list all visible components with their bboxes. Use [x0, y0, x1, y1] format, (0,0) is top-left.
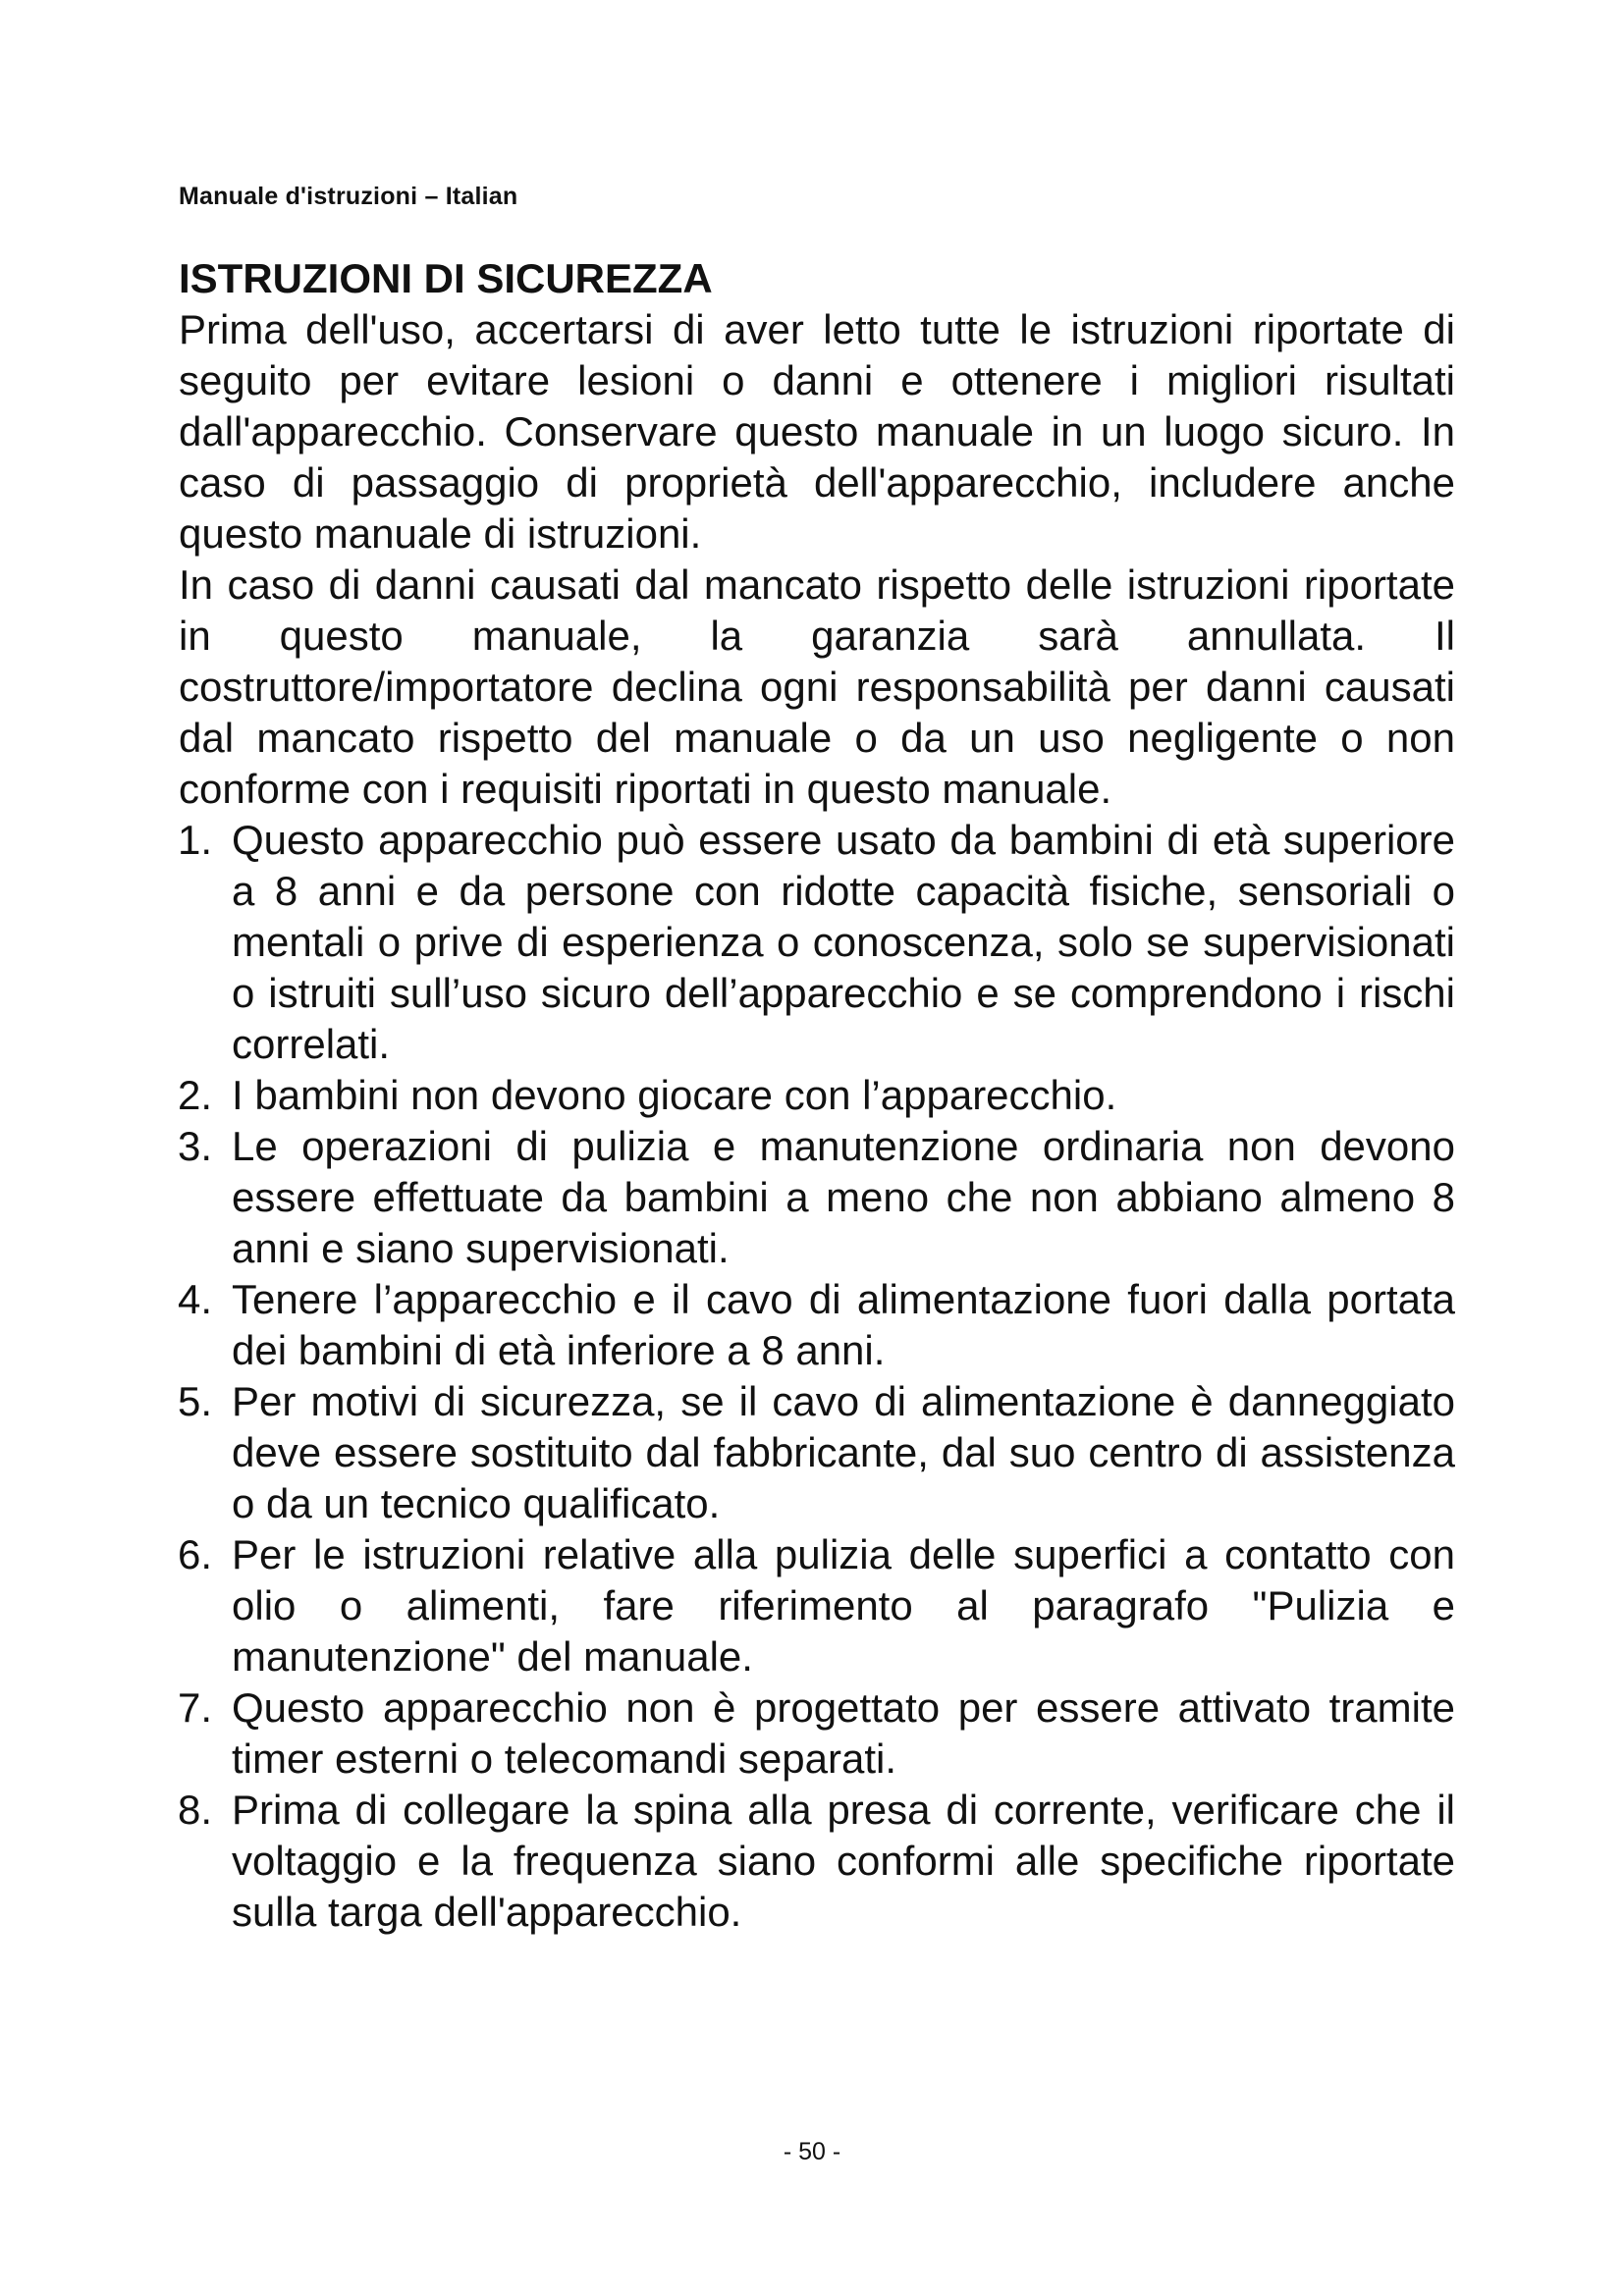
intro-paragraph-2: In caso di danni causati dal mancato rispetto delle istruzioni riportate in questo manuale, la garanzia sarà annullata. Il costruttore/importatore declina ogni responsabilità per danni causati dal mancato rispetto del manuale o da un uso negligente o non conforme con i requisiti riportati in questo manuale. — [179, 561, 1455, 812]
list-item-text: Questo apparecchio non è progettato per essere attivato tramite timer esterni o telecomandi separati. — [232, 1684, 1455, 1782]
list-item-number: 3. — [177, 1123, 212, 1169]
list-item-number: 4. — [177, 1276, 212, 1322]
list-item-text: Per motivi di sicurezza, se il cavo di alimentazione è danneggiato deve essere sostituito dal fabbricante, dal suo centro di assistenza o da un tecnico qualificato. — [232, 1378, 1455, 1526]
page-number: - 50 - — [783, 2138, 841, 2165]
list-item — [179, 1274, 1455, 1376]
list-item — [179, 1070, 1455, 1121]
list-item — [179, 1121, 1455, 1274]
list-item-text: Tenere l’apparecchio e il cavo di alimentazione fuori dalla portata dei bambini di età inferiore a 8 anni. — [232, 1276, 1455, 1373]
list-item-number: 2. — [177, 1072, 212, 1118]
section-title: ISTRUZIONI DI SICUREZZA — [179, 255, 713, 301]
list-item-text: Le operazioni di pulizia e manutenzione ordinaria non devono essere effettuate da bambini a meno che non abbiano almeno 8 anni e siano supervisionati. — [232, 1123, 1455, 1271]
list-item — [179, 815, 1455, 1070]
list-item-text: Questo apparecchio può essere usato da bambini di età superiore a 8 anni e da persone con ridotte capacità fisiche, sensoriali o mentali o prive di esperienza o conoscenza, solo se supervisionati o istruiti sull’uso sicuro dell’apparecchio e se comprendono i rischi correlati. — [232, 817, 1455, 1067]
list-item-number: 6. — [177, 1531, 212, 1577]
safety-section — [179, 253, 1455, 1938]
list-item-number: 5. — [177, 1378, 212, 1424]
list-item-number: 1. — [177, 817, 212, 863]
list-item — [179, 1529, 1455, 1682]
intro-paragraph-1: Prima dell'uso, accertarsi di aver letto tutte le istruzioni riportate di seguito per evitare lesioni o danni e ottenere i migliori risultati dall'apparecchio. Conservare questo manuale in un luogo sicuro. In caso di passaggio di proprietà dell'apparecchio, includere anche questo manuale di istruzioni. — [179, 306, 1455, 557]
list-item — [179, 1376, 1455, 1529]
list-item-text: Per le istruzioni relative alla pulizia delle superfici a contatto con olio o alimenti, fare riferimento al paragrafo "Pulizia e manutenzione" del manuale. — [232, 1531, 1455, 1680]
safety-instructions-list — [179, 815, 1455, 1938]
list-item-number: 8. — [177, 1787, 212, 1833]
list-item-text: Prima di collegare la spina alla presa di corrente, verificare che il voltaggio e la frequenza siano conformi alle specifiche riportate sulla targa dell'apparecchio. — [232, 1787, 1455, 1935]
list-item — [179, 1682, 1455, 1785]
list-item — [179, 1785, 1455, 1938]
running-header: Manuale d'istruzioni – Italian — [179, 183, 518, 210]
list-item-text: I bambini non devono giocare con l’apparecchio. — [232, 1072, 1117, 1118]
list-item-number: 7. — [177, 1684, 212, 1731]
